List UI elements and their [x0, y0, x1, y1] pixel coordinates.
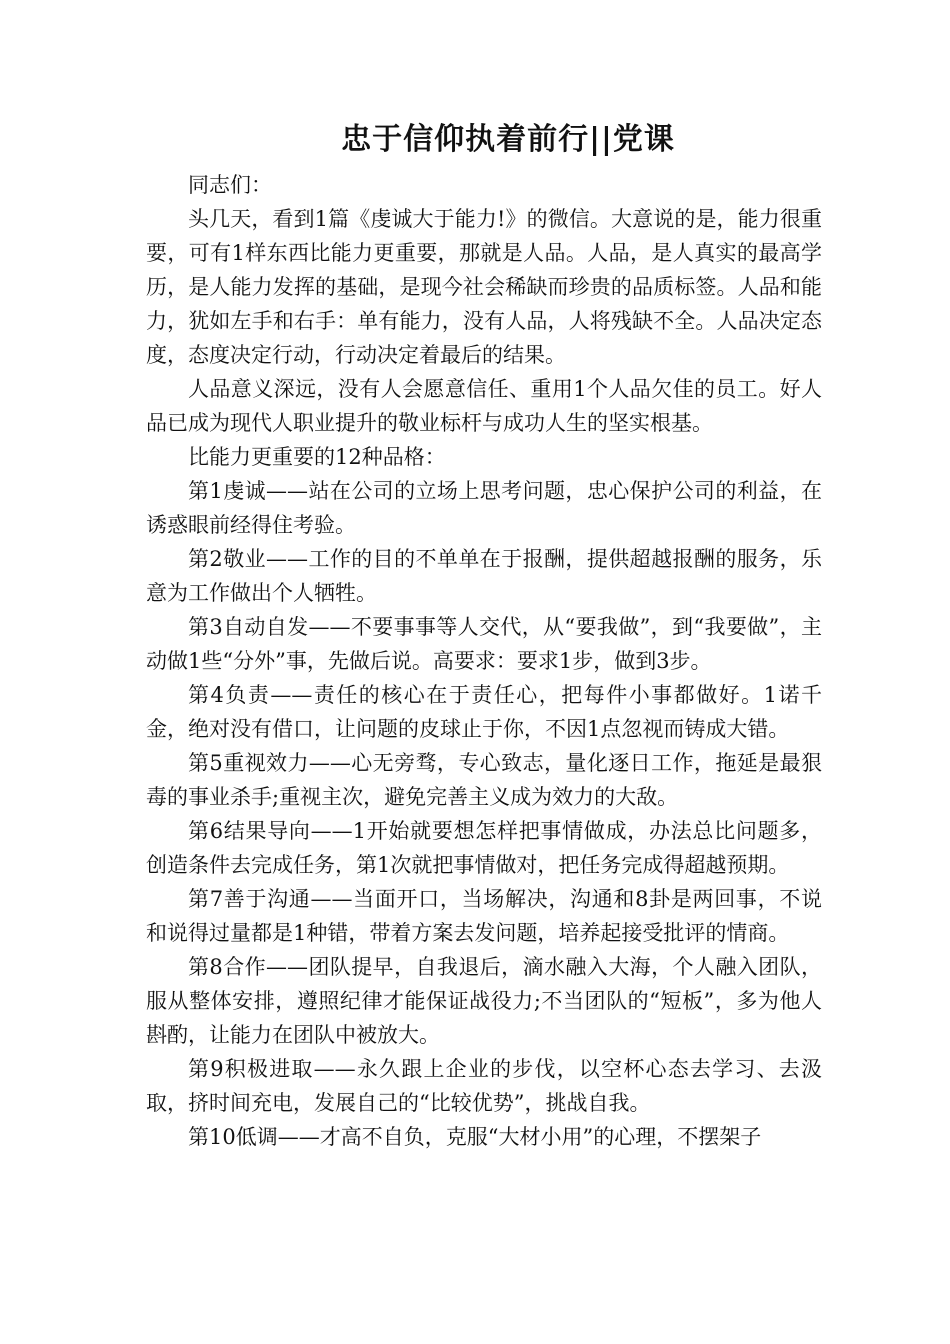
paragraph: 头几天，看到1篇《虔诚大于能力!》的微信。大意说的是，能力很重要，可有1样东西比能力更重要，那就是人品。人品，是人真实的最高学历，是人能力发挥的基础，是现今社会稀缺而珍贵的品质标签。人品和能力，犹如左手和右手：单有能力，没有人品，人将残缺不全。人品决定态度，态度决定行动，行动决定着最后的结果。 [146, 207, 822, 367]
paragraph: 人品意义深远，没有人会愿意信任、重用1个人品欠佳的员工。好人品已成为现代人职业提升的敬业标杆与成功人生的坚实根基。 [146, 377, 822, 435]
list-item: 第7善于沟通——当面开口，当场解决，沟通和8卦是两回事，不说和说得过量都是1种错，带着方案去发问题，培养起接受批评的情商。 [146, 887, 822, 945]
document-body [146, 168, 822, 1154]
list-item: 第8合作——团队提早，自我退后，滴水融入大海，个人融入团队，服从整体安排，遵照纪律才能保证战役力;不当团队的“短板”，多为他人斟酌，让能力在团队中被放大。 [146, 955, 822, 1047]
list-item: 第9积极进取——永久跟上企业的步伐，以空杯心态去学习、去汲取，挤时间充电，发展自己的“比较优势”，挑战自我。 [146, 1057, 822, 1115]
salutation: 同志们： [188, 173, 272, 197]
list-item: 第10低调——才高不自负，克服“大材小用”的心理，不摆架子 [188, 1125, 762, 1149]
list-item: 第3自动自发——不要事事等人交代，从“要我做”，到“我要做”，主动做1些“分外”事，先做后说。高要求：要求1步，做到3步。 [146, 615, 822, 673]
list-item: 第4负责——责任的核心在于责任心，把每件小事都做好。1诺千金，绝对没有借口，让问题的皮球止于你，不因1点忽视而铸成大错。 [146, 683, 822, 741]
list-item: 第5重视效力——心无旁骛，专心致志，量化逐日工作，拖延是最狠毒的事业杀手;重视主次，避免完善主义成为效力的大敌。 [146, 751, 822, 809]
list-item: 第1虔诚——站在公司的立场上思考问题，忠心保护公司的利益，在诱惑眼前经得住考验。 [146, 479, 822, 537]
list-item: 第2敬业——工作的目的不单单在于报酬，提供超越报酬的服务，乐意为工作做出个人牺牲。 [146, 547, 822, 605]
document-title: 忠于信仰执着前行||党课 [341, 122, 675, 157]
list-item: 第6结果导向——1开始就要想怎样把事情做成，办法总比问题多，创造条件去完成任务，第1次就把事情做对，把任务完成得超越预期。 [146, 819, 822, 877]
list-heading: 比能力更重要的12种品格： [188, 445, 446, 469]
